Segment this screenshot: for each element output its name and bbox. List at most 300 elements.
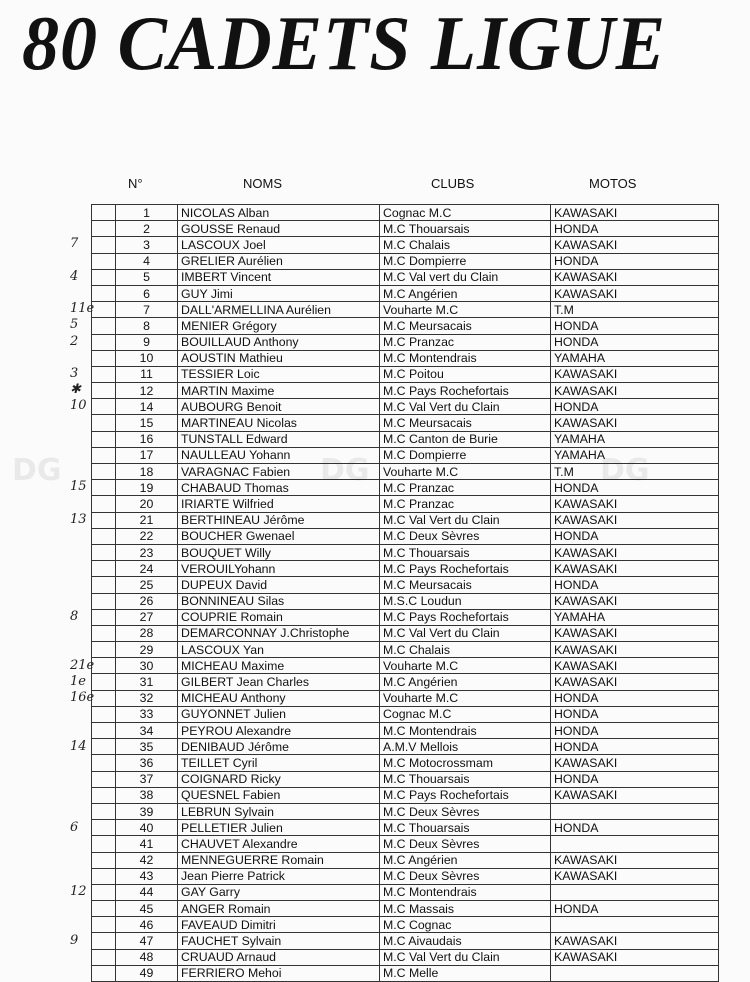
rider-name: COIGNARD Ricky: [178, 771, 380, 787]
rider-name: AUBOURG Benoit: [178, 399, 380, 415]
rider-club: M.C Val Vert du Clain: [380, 625, 551, 641]
rider-number: 14: [116, 399, 178, 415]
row-blank-cell: [92, 496, 116, 512]
header-number: N°: [128, 176, 143, 191]
rider-club: M.C Val Vert du Clain: [380, 399, 551, 415]
rider-name: IMBERT Vincent: [178, 269, 380, 285]
table-row: [92, 852, 719, 868]
rider-number: 16: [116, 431, 178, 447]
rider-moto: HONDA: [551, 480, 719, 496]
table-row: [92, 237, 719, 253]
rider-number: 26: [116, 593, 178, 609]
row-blank-cell: [92, 609, 116, 625]
handwritten-note: 11e: [70, 301, 95, 317]
table-row: [92, 690, 719, 706]
rider-club: M.C Pays Rochefortais: [380, 609, 551, 625]
rider-moto: KAWASAKI: [551, 496, 719, 512]
rider-club: M.C Pays Rochefortais: [380, 383, 551, 399]
row-blank-cell: [92, 690, 116, 706]
row-blank-cell: [92, 221, 116, 237]
rider-moto: [551, 836, 719, 852]
rider-moto: KAWASAKI: [551, 868, 719, 884]
rider-moto: KAWASAKI: [551, 933, 719, 949]
rider-name: MICHEAU Anthony: [178, 690, 380, 706]
rider-number: 15: [116, 415, 178, 431]
row-blank-cell: [92, 917, 116, 933]
rider-club: M.C Massais: [380, 901, 551, 917]
table-row: [92, 642, 719, 658]
rider-number: 3: [116, 237, 178, 253]
row-blank-cell: [92, 350, 116, 366]
table-row: [92, 658, 719, 674]
rider-name: Jean Pierre Patrick: [178, 868, 380, 884]
row-blank-cell: [92, 302, 116, 318]
rider-club: M.C Motocrossmam: [380, 755, 551, 771]
rider-number: 6: [116, 285, 178, 301]
rider-name: GOUSSE Renaud: [178, 221, 380, 237]
table-row: [92, 431, 719, 447]
rider-number: 4: [116, 253, 178, 269]
rider-name: BERTHINEAU Jérôme: [178, 512, 380, 528]
rider-number: 36: [116, 755, 178, 771]
rider-club: M.C Melle: [380, 965, 551, 981]
rider-moto: HONDA: [551, 399, 719, 415]
handwritten-note: 6: [70, 819, 79, 835]
rider-club: M.C Thouarsais: [380, 221, 551, 237]
rider-number: 18: [116, 464, 178, 480]
table-row: [92, 415, 719, 431]
rider-club: M.C Cognac: [380, 917, 551, 933]
row-blank-cell: [92, 447, 116, 463]
rider-number: 19: [116, 480, 178, 496]
rider-moto: HONDA: [551, 318, 719, 334]
rider-moto: KAWASAKI: [551, 625, 719, 641]
rider-moto: HONDA: [551, 690, 719, 706]
rider-moto: KAWASAKI: [551, 512, 719, 528]
row-blank-cell: [92, 642, 116, 658]
table-row: [92, 755, 719, 771]
rider-moto: HONDA: [551, 820, 719, 836]
rider-club: M.S.C Loudun: [380, 593, 551, 609]
rider-number: 1: [116, 205, 178, 221]
rider-club: M.C Meursacais: [380, 318, 551, 334]
row-blank-cell: [92, 868, 116, 884]
table-row: [92, 447, 719, 463]
table-row: [92, 512, 719, 528]
rider-club: M.C Pays Rochefortais: [380, 787, 551, 803]
rider-club: Vouharte M.C: [380, 464, 551, 480]
rider-club: M.C Thouarsais: [380, 771, 551, 787]
rider-club: M.C Val vert du Clain: [380, 269, 551, 285]
rider-name: AOUSTIN Mathieu: [178, 350, 380, 366]
table-row: [92, 399, 719, 415]
rider-number: 33: [116, 706, 178, 722]
watermark: DG: [320, 453, 370, 488]
rider-number: 5: [116, 269, 178, 285]
rider-club: M.C Val Vert du Clain: [380, 512, 551, 528]
handwritten-note: 4: [70, 268, 79, 284]
rider-name: GRELIER Aurélien: [178, 253, 380, 269]
rider-club: Cognac M.C: [380, 706, 551, 722]
rider-name: LASCOUX Joel: [178, 237, 380, 253]
rider-number: 34: [116, 723, 178, 739]
row-blank-cell: [92, 577, 116, 593]
rider-club: M.C Meursacais: [380, 577, 551, 593]
rider-name: DENIBAUD Jérôme: [178, 739, 380, 755]
rider-name: MENIER Grégory: [178, 318, 380, 334]
rider-club: M.C Pranzac: [380, 334, 551, 350]
rider-club: M.C Chalais: [380, 642, 551, 658]
table-row: [92, 836, 719, 852]
rider-club: M.C Pranzac: [380, 496, 551, 512]
rider-moto: KAWASAKI: [551, 237, 719, 253]
row-blank-cell: [92, 285, 116, 301]
rider-number: 28: [116, 625, 178, 641]
rider-moto: HONDA: [551, 221, 719, 237]
row-blank-cell: [92, 884, 116, 900]
table-row: [92, 269, 719, 285]
rider-number: 35: [116, 739, 178, 755]
rider-moto: KAWASAKI: [551, 544, 719, 560]
table-row: [92, 350, 719, 366]
rider-name: TEILLET Cyril: [178, 755, 380, 771]
rider-name: GUYONNET Julien: [178, 706, 380, 722]
rider-name: DALL'ARMELLINA Aurélien: [178, 302, 380, 318]
table-row: [92, 253, 719, 269]
rider-moto: T.M: [551, 302, 719, 318]
rider-moto: [551, 884, 719, 900]
rider-number: 43: [116, 868, 178, 884]
rider-club: M.C Meursacais: [380, 415, 551, 431]
rider-number: 8: [116, 318, 178, 334]
table-row: [92, 285, 719, 301]
table-row: [92, 205, 719, 221]
rider-name: MARTIN Maxime: [178, 383, 380, 399]
rider-number: 24: [116, 561, 178, 577]
table-row: [92, 723, 719, 739]
rider-name: BOUILLAUD Anthony: [178, 334, 380, 350]
rider-name: PELLETIER Julien: [178, 820, 380, 836]
rider-number: 41: [116, 836, 178, 852]
table-row: [92, 496, 719, 512]
rider-number: 45: [116, 901, 178, 917]
rider-number: 11: [116, 366, 178, 382]
rider-moto: HONDA: [551, 771, 719, 787]
rider-moto: T.M: [551, 464, 719, 480]
rider-moto: [551, 965, 719, 981]
rider-moto: HONDA: [551, 739, 719, 755]
rider-number: 49: [116, 965, 178, 981]
rider-name: CHABAUD Thomas: [178, 480, 380, 496]
rider-club: M.C Val Vert du Clain: [380, 949, 551, 965]
rider-name: GUY Jimi: [178, 285, 380, 301]
rider-name: CHAUVET Alexandre: [178, 836, 380, 852]
row-blank-cell: [92, 755, 116, 771]
handwritten-note: 8: [70, 609, 79, 624]
row-blank-cell: [92, 949, 116, 965]
rider-number: 7: [116, 302, 178, 318]
table-row: [92, 933, 719, 949]
rider-number: 17: [116, 447, 178, 463]
rider-club: M.C Angérien: [380, 285, 551, 301]
table-row: [92, 577, 719, 593]
rider-club: M.C Angérien: [380, 852, 551, 868]
row-blank-cell: [92, 625, 116, 641]
rider-number: 21: [116, 512, 178, 528]
table-row: [92, 965, 719, 981]
rider-number: 20: [116, 496, 178, 512]
table-row: [92, 949, 719, 965]
rider-moto: HONDA: [551, 706, 719, 722]
rider-club: M.C Dompierre: [380, 253, 551, 269]
handwritten-note: ✱: [70, 382, 81, 398]
row-blank-cell: [92, 415, 116, 431]
row-blank-cell: [92, 464, 116, 480]
row-blank-cell: [92, 593, 116, 609]
row-blank-cell: [92, 901, 116, 917]
row-blank-cell: [92, 544, 116, 560]
rider-moto: KAWASAKI: [551, 674, 719, 690]
table-row: [92, 674, 719, 690]
handwritten-note: 16e: [70, 690, 95, 705]
rider-club: M.C Thouarsais: [380, 820, 551, 836]
handwritten-note: 9: [70, 933, 79, 948]
handwritten-note: 5: [70, 317, 79, 333]
rider-moto: KAWASAKI: [551, 383, 719, 399]
rider-name: QUESNEL Fabien: [178, 787, 380, 803]
rider-moto: KAWASAKI: [551, 561, 719, 577]
rider-club: M.C Deux Sèvres: [380, 836, 551, 852]
row-blank-cell: [92, 820, 116, 836]
row-blank-cell: [92, 334, 116, 350]
handwritten-note: 13: [70, 511, 87, 527]
rider-club: M.C Pranzac: [380, 480, 551, 496]
rider-table-body: [92, 205, 719, 982]
rider-number: 9: [116, 334, 178, 350]
table-row: [92, 803, 719, 819]
rider-number: 32: [116, 690, 178, 706]
rider-moto: [551, 917, 719, 933]
watermark: DG: [12, 453, 62, 488]
rider-club: M.C Angérien: [380, 674, 551, 690]
row-blank-cell: [92, 253, 116, 269]
rider-moto: YAMAHA: [551, 350, 719, 366]
table-row: [92, 884, 719, 900]
row-blank-cell: [92, 852, 116, 868]
rider-number: 25: [116, 577, 178, 593]
table-row: [92, 593, 719, 609]
rider-moto: KAWASAKI: [551, 658, 719, 674]
table-row: [92, 561, 719, 577]
rider-name: BONNINEAU Silas: [178, 593, 380, 609]
table-row: [92, 917, 719, 933]
row-blank-cell: [92, 480, 116, 496]
table-row: [92, 464, 719, 480]
rider-club: Cognac M.C: [380, 205, 551, 221]
rider-name: GILBERT Jean Charles: [178, 674, 380, 690]
rider-number: 31: [116, 674, 178, 690]
rider-table: [91, 204, 719, 982]
row-blank-cell: [92, 366, 116, 382]
rider-name: FERRIERO Mehoi: [178, 965, 380, 981]
rider-moto: HONDA: [551, 577, 719, 593]
rider-number: 46: [116, 917, 178, 933]
rider-club: Vouharte M.C: [380, 690, 551, 706]
rider-number: 37: [116, 771, 178, 787]
row-blank-cell: [92, 269, 116, 285]
table-row: [92, 901, 719, 917]
handwritten-note: 14: [70, 738, 87, 754]
row-blank-cell: [92, 237, 116, 253]
row-blank-cell: [92, 512, 116, 528]
row-blank-cell: [92, 739, 116, 755]
row-blank-cell: [92, 318, 116, 334]
handwritten-note: 10: [70, 398, 87, 414]
rider-name: TUNSTALL Edward: [178, 431, 380, 447]
table-row: [92, 820, 719, 836]
header-motos: MOTOS: [589, 176, 637, 191]
rider-moto: YAMAHA: [551, 447, 719, 463]
rider-number: 27: [116, 609, 178, 625]
rider-number: 39: [116, 803, 178, 819]
table-row: [92, 868, 719, 884]
table-row: [92, 334, 719, 350]
rider-number: 44: [116, 884, 178, 900]
row-blank-cell: [92, 674, 116, 690]
row-blank-cell: [92, 528, 116, 544]
rider-name: DUPEUX David: [178, 577, 380, 593]
rider-name: COUPRIE Romain: [178, 609, 380, 625]
table-row: [92, 366, 719, 382]
rider-club: M.C Thouarsais: [380, 544, 551, 560]
page-title: 80 CADETS LIGUE: [22, 0, 667, 88]
rider-club: M.C Montendrais: [380, 884, 551, 900]
table-row: [92, 318, 719, 334]
rider-club: M.C Pays Rochefortais: [380, 561, 551, 577]
rider-name: CRUAUD Arnaud: [178, 949, 380, 965]
rider-number: 2: [116, 221, 178, 237]
rider-number: 40: [116, 820, 178, 836]
rider-club: M.C Canton de Burie: [380, 431, 551, 447]
rider-name: LEBRUN Sylvain: [178, 803, 380, 819]
rider-club: M.C Deux Sèvres: [380, 868, 551, 884]
rider-number: 23: [116, 544, 178, 560]
rider-moto: HONDA: [551, 528, 719, 544]
table-row: [92, 544, 719, 560]
table-row: [92, 625, 719, 641]
rider-moto: [551, 803, 719, 819]
row-blank-cell: [92, 706, 116, 722]
row-blank-cell: [92, 399, 116, 415]
rider-moto: YAMAHA: [551, 609, 719, 625]
rider-club: M.C Chalais: [380, 237, 551, 253]
row-blank-cell: [92, 787, 116, 803]
row-blank-cell: [92, 431, 116, 447]
rider-number: 22: [116, 528, 178, 544]
rider-moto: HONDA: [551, 253, 719, 269]
row-blank-cell: [92, 658, 116, 674]
rider-name: MARTINEAU Nicolas: [178, 415, 380, 431]
rider-club: M.C Deux Sèvres: [380, 803, 551, 819]
rider-moto: KAWASAKI: [551, 285, 719, 301]
rider-number: 38: [116, 787, 178, 803]
rider-moto: KAWASAKI: [551, 787, 719, 803]
handwritten-note: 12: [70, 884, 87, 900]
rider-moto: HONDA: [551, 723, 719, 739]
rider-moto: KAWASAKI: [551, 642, 719, 658]
rider-name: BOUCHER Gwenael: [178, 528, 380, 544]
rider-name: GAY Garry: [178, 884, 380, 900]
rider-number: 10: [116, 350, 178, 366]
rider-moto: KAWASAKI: [551, 852, 719, 868]
rider-moto: KAWASAKI: [551, 269, 719, 285]
handwritten-note: 21e: [70, 657, 95, 673]
rider-club: M.C Montendrais: [380, 350, 551, 366]
header-names: NOMS: [243, 176, 282, 191]
rider-name: FAVEAUD Dimitri: [178, 917, 380, 933]
table-row: [92, 787, 719, 803]
row-blank-cell: [92, 803, 116, 819]
handwritten-note: 15: [70, 479, 87, 495]
table-row: [92, 609, 719, 625]
rider-name: MENNEGUERRE Romain: [178, 852, 380, 868]
rider-name: MICHEAU Maxime: [178, 658, 380, 674]
rider-name: LASCOUX Yan: [178, 642, 380, 658]
row-blank-cell: [92, 205, 116, 221]
row-blank-cell: [92, 561, 116, 577]
rider-moto: HONDA: [551, 334, 719, 350]
rider-club: Vouharte M.C: [380, 302, 551, 318]
rider-club: M.C Deux Sèvres: [380, 528, 551, 544]
rider-moto: HONDA: [551, 901, 719, 917]
rider-club: M.C Montendrais: [380, 723, 551, 739]
table-row: [92, 480, 719, 496]
rider-number: 48: [116, 949, 178, 965]
table-row: [92, 528, 719, 544]
rider-name: VEROUILYohann: [178, 561, 380, 577]
rider-name: IRIARTE Wilfried: [178, 496, 380, 512]
rider-number: 47: [116, 933, 178, 949]
row-blank-cell: [92, 383, 116, 399]
row-blank-cell: [92, 933, 116, 949]
table-row: [92, 739, 719, 755]
rider-name: TESSIER Loic: [178, 366, 380, 382]
header-clubs: CLUBS: [431, 176, 475, 191]
rider-name: FAUCHET Sylvain: [178, 933, 380, 949]
rider-club: M.C Aivaudais: [380, 933, 551, 949]
rider-number: 29: [116, 642, 178, 658]
rider-moto: YAMAHA: [551, 431, 719, 447]
rider-moto: KAWASAKI: [551, 415, 719, 431]
handwritten-note: 3: [70, 366, 79, 381]
table-row: [92, 221, 719, 237]
rider-name: PEYROU Alexandre: [178, 723, 380, 739]
handwritten-note: 1e: [70, 673, 86, 689]
rider-moto: KAWASAKI: [551, 593, 719, 609]
rider-club: A.M.V Mellois: [380, 739, 551, 755]
table-row: [92, 706, 719, 722]
rider-moto: KAWASAKI: [551, 366, 719, 382]
rider-number: 30: [116, 658, 178, 674]
row-blank-cell: [92, 771, 116, 787]
rider-name: BOUQUET Willy: [178, 544, 380, 560]
rider-name: NICOLAS Alban: [178, 205, 380, 221]
row-blank-cell: [92, 836, 116, 852]
rider-number: 42: [116, 852, 178, 868]
rider-moto: KAWASAKI: [551, 205, 719, 221]
rider-club: M.C Poitou: [380, 366, 551, 382]
rider-club: M.C Dompierre: [380, 447, 551, 463]
